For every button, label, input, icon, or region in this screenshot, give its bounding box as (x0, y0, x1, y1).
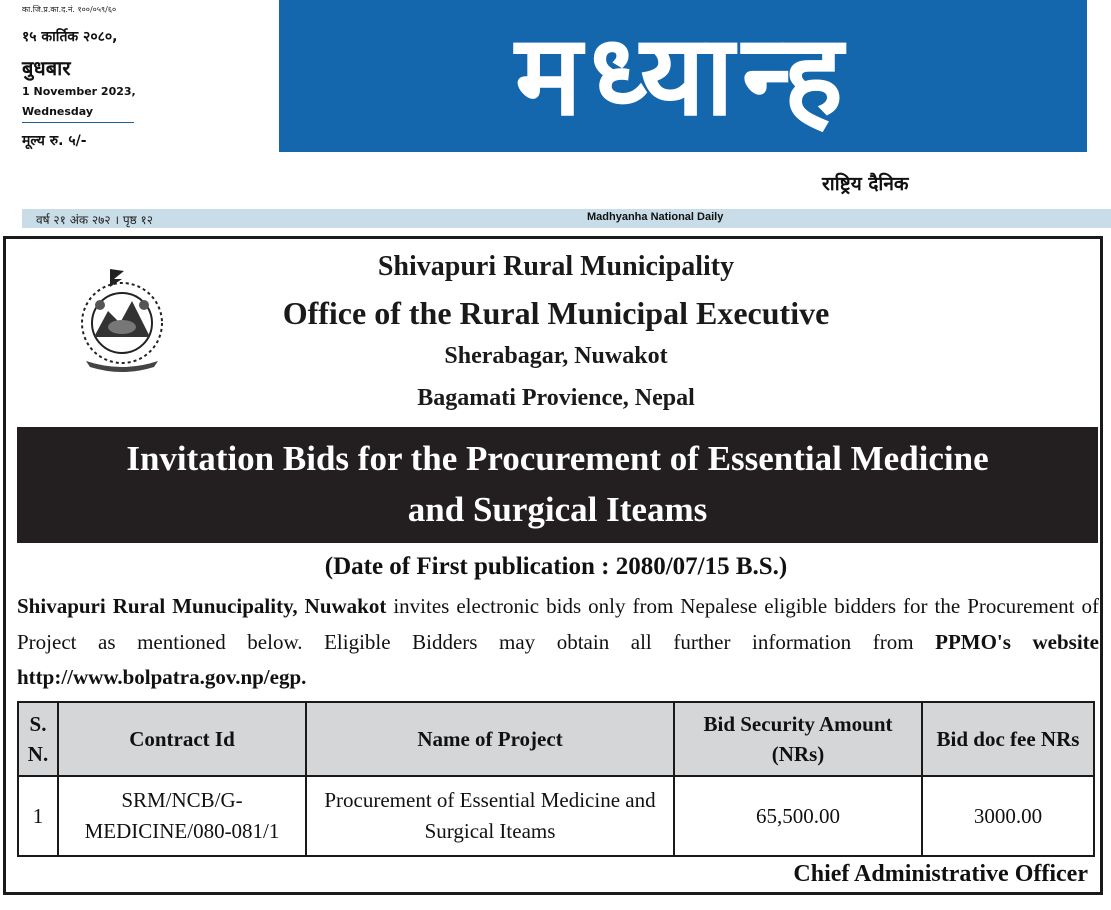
table-row (18, 776, 1094, 856)
tagline: राष्ट्रिय दैनिक (822, 173, 909, 195)
nepali-date: १५ कार्तिक २०८०, (22, 29, 118, 45)
issue-info: वर्ष २१ अंक २७२ । पृष्ठ १२ (36, 213, 153, 227)
cell-project-name: Procurement of Essential Medicine and Surgical Iteams (306, 776, 674, 856)
bid-table (17, 701, 1095, 857)
price: मूल्य रु. ५/- (22, 133, 87, 149)
english-day: Wednesday (22, 105, 134, 123)
signatory: Chief Administrative Officer (793, 861, 1088, 887)
header-bid-security: Bid Security Amount (NRs) (674, 702, 922, 776)
publication-date: (Date of First publication : 2080/07/15 B.S.) (324, 553, 788, 580)
cell-bid-security: 65,500.00 (674, 776, 922, 856)
paper-name-english: Madhyanha National Daily (587, 211, 724, 223)
bid-notice (3, 236, 1103, 895)
nepali-day: बुधबार (22, 56, 71, 80)
notice-title-line-1: Invitation Bids for the Procurement of Essential Medicine (126, 439, 989, 478)
header-doc-fee: Bid doc fee NRs (922, 702, 1094, 776)
intro-bold-website: PPMO's website http://www.bolpatra.gov.np/egp. (17, 629, 1099, 689)
notice-title (17, 427, 1098, 543)
intro-bold-municipality: Shivapuri Rural Munucipality, Nuwakot (17, 594, 387, 618)
office-province: Bagamati Provience, Nepal (417, 385, 695, 411)
newspaper-logo (279, 0, 1087, 152)
cell-contract-id: SRM/NCB/G-MEDICINE/080-081/1 (58, 776, 306, 856)
municipality-name: Shivapuri Rural Municipality (377, 251, 735, 282)
intro-paragraph (17, 589, 1099, 696)
registration-number: का.जि.प्र.का.द.नं. १००/०५९/६० (22, 5, 117, 14)
english-date: 1 November 2023, (22, 85, 136, 98)
header-project-name: Name of Project (306, 702, 674, 776)
cell-sn: 1 (18, 776, 58, 856)
masthead-left (22, 4, 152, 150)
cell-doc-fee: 3000.00 (922, 776, 1094, 856)
office-location: Sherabagar, Nuwakot (444, 343, 668, 369)
header-sn: S. N. (18, 702, 58, 776)
notice-title-line-2: and Surgical Iteams (407, 490, 708, 529)
table-header-row (18, 702, 1094, 776)
issue-bar (22, 209, 1111, 228)
intro-text: invites electronic bids only from Nepalese eligible bidders for the Procurement of Project as mentioned below. Eligible Bidders may obtain all further information from (17, 594, 1099, 654)
header-contract-id: Contract Id (58, 702, 306, 776)
logo-text: मध्यान्ह (514, 11, 852, 141)
office-name: Office of the Rural Municipal Executive (282, 295, 830, 331)
